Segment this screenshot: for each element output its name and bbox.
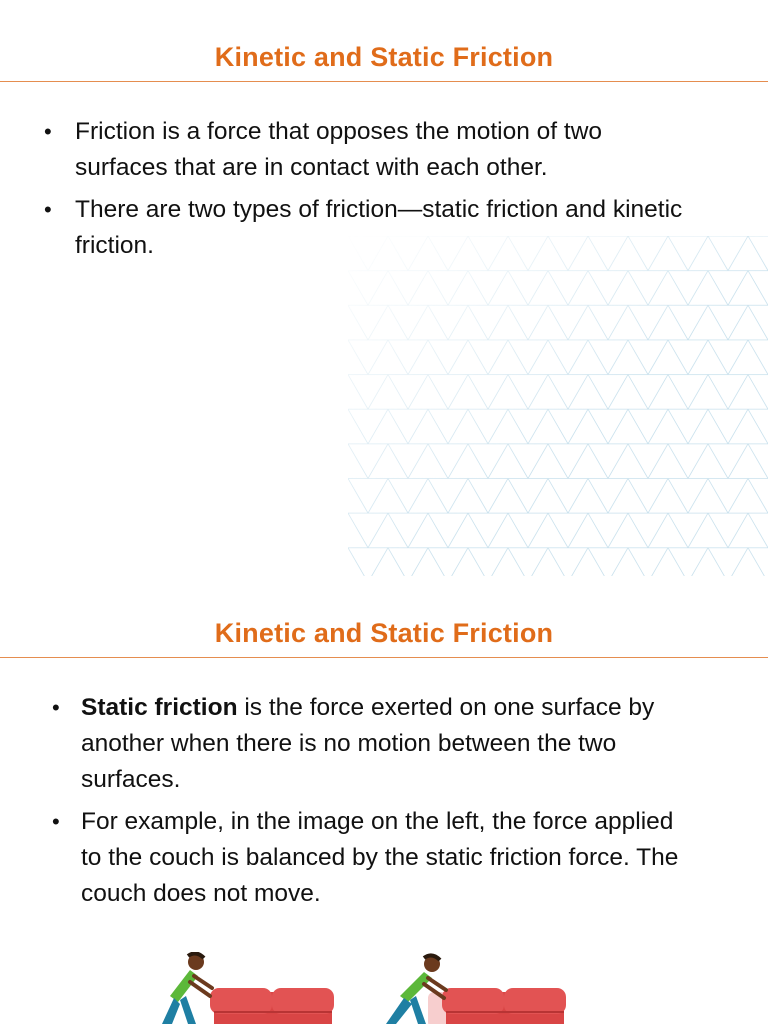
- slide-title: Kinetic and Static Friction: [214, 42, 554, 72]
- bullet-text: For example, in the image on the left, the force applied to the couch is balanced by the static friction force. The couch does not move.: [81, 808, 679, 907]
- bullet-marker: •: [44, 119, 52, 144]
- bullet-list: [44, 114, 694, 270]
- bullet-marker: •: [52, 809, 60, 834]
- title-divider: [0, 657, 768, 658]
- person-pushing-couch-kinetic-illustration: [372, 952, 572, 1024]
- bullet-list: [52, 690, 692, 918]
- bullet-item: [44, 192, 694, 264]
- slide-title: Kinetic and Static Friction: [214, 618, 554, 648]
- bullet-item: [44, 114, 694, 186]
- bullet-text: is the force exerted on one surface by another when there is no motion between the two surfaces.: [81, 694, 655, 793]
- bullet-text: Friction is a force that opposes the motion of two surfaces that are in contact with each other.: [75, 118, 603, 181]
- background-triangle-grid: [348, 236, 768, 576]
- bullet-item: [52, 804, 692, 912]
- slide-2: [0, 576, 768, 1024]
- bullet-item: [52, 690, 692, 798]
- bold-term: Static friction: [81, 694, 238, 721]
- bullet-text: There are two types of friction—static friction and kinetic friction.: [75, 196, 683, 259]
- person-pushing-couch-static-illustration: [140, 952, 340, 1024]
- title-divider: [0, 81, 768, 82]
- bullet-marker: •: [44, 197, 52, 222]
- bullet-marker: •: [52, 695, 60, 720]
